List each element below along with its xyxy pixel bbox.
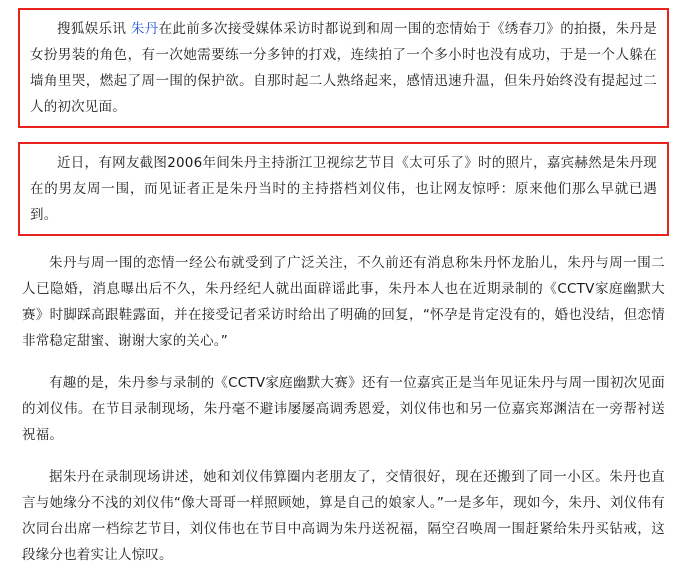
paragraph-3: 据朱丹在录制现场讲述，她和刘仪伟算圈内老朋友了，交情很好，现在还搬到了同一小区。朱丹也直言与她缘分不浅的刘仪伟“像大哥哥一样照顾她，算是自己的娘家人。”一是多年，现如今，朱丹、刘仪伟有次同台出席一档综艺节目，刘仪伟也在节目中高调为朱丹送祝福，隔空召唤周一围赶紧给朱丹买钻戒，这段缘分也着实让人惊叹。 xyxy=(22,469,665,563)
paragraph-boxed-1-text: 在此前多次接受媒体采访时都说到和周一围的恋情始于《绣春刀》的拍摄，朱丹是女扮男装的角色，有一次她需要练一分多钟的打戏，连续拍了一个多小时也没有成功，于是一个人躲在墙角里哭，燃起了周一围的保护欲。自那时起二人熟络起来，感情迅速升温，但朱丹始终没有提起过二人的初次见面。 xyxy=(30,21,657,115)
highlighted-paragraph-box-2 xyxy=(18,142,669,236)
paragraph-boxed-2 xyxy=(30,150,657,228)
paragraph-1: 朱丹与周一围的恋情一经公布就受到了广泛关注，不久前还有消息称朱丹怀龙胎儿，朱丹与周一围二人已隐婚，消息曝出后不久，朱丹经纪人就出面辟谣此事，朱丹本人也在近期录制的《CCTV家庭幽默大赛》时脚踩高跟鞋露面，并在接受记者采访时给出了明确的回复，“怀孕是肯定没有的，婚也没结，但恋情非常稳定甜蜜、谢谢大家的关心。” xyxy=(22,255,665,349)
source-label: 搜狐娱乐讯 xyxy=(57,21,131,37)
person-name-link[interactable]: 朱丹 xyxy=(130,21,159,37)
highlighted-paragraph-box-1 xyxy=(18,8,669,128)
paragraph-2: 有趣的是，朱丹参与录制的《CCTV家庭幽默大赛》还有一位嘉宾正是当年见证朱丹与周一围初次见面的刘仪伟。在节目录制现场，朱丹毫不避讳屡屡高调秀恩爱，刘仪伟也和另一位嘉宾郑渊洁在一旁帮衬送祝福。 xyxy=(22,375,665,443)
paragraph-boxed-1 xyxy=(30,16,657,120)
article-body xyxy=(18,250,669,568)
paragraph-boxed-2-text: 近日，有网友截图2006年间朱丹主持浙江卫视综艺节目《太可乐了》时的照片，嘉宾赫然是朱丹现在的男友周一围，而见证者正是朱丹当时的主持搭档刘仪伟，也让网友惊呼：原来他们那么早就已遇到。 xyxy=(30,155,657,223)
